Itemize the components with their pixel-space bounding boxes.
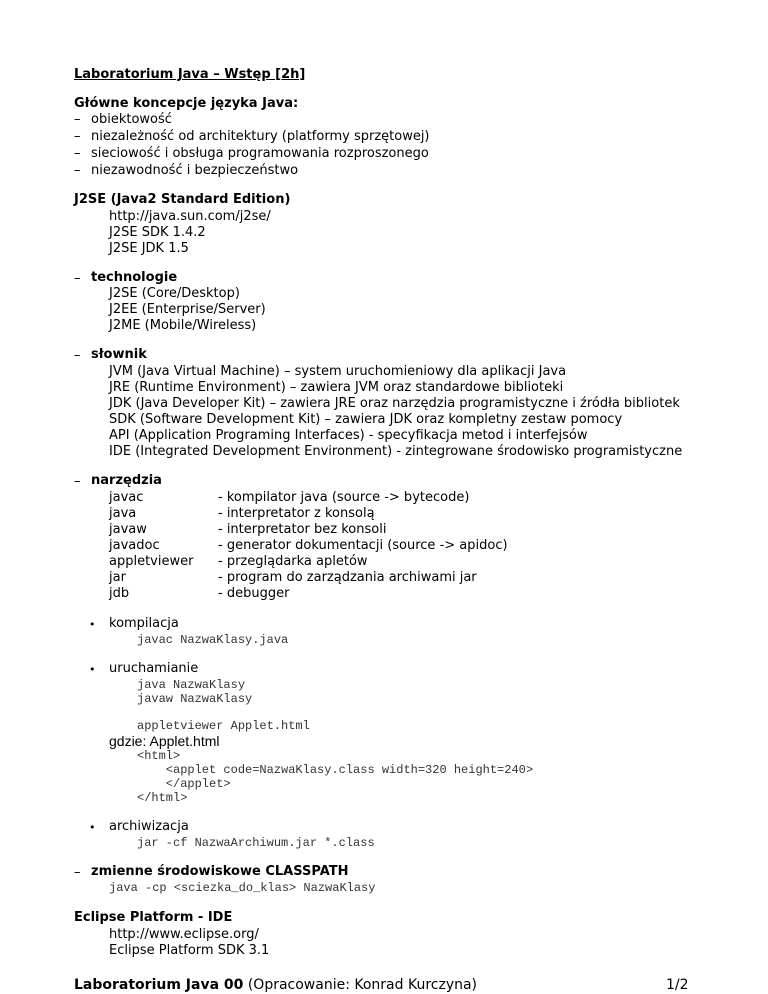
concepts-heading: Główne koncepcje języka Java: [74, 96, 299, 111]
concept-item: niezależność od architektury (platformy sprzętowej) [91, 129, 430, 144]
concept-item: sieciowość i obsługa programowania rozproszonego [91, 146, 429, 161]
uruchamianie-code: java NazwaKlasy [137, 678, 246, 692]
tool-name: jdb [109, 586, 130, 601]
j2se-line: J2SE SDK 1.4.2 [109, 225, 206, 240]
slownik-line: API (Application Programing Interfaces) - specyfikacja metod i interfejsów [109, 428, 588, 443]
kompilacja-code: javac NazwaKlasy.java [137, 633, 289, 647]
tool-name: java [109, 506, 137, 521]
tool-desc: - kompilator java (source -> bytecode) [218, 490, 470, 505]
eclipse-heading: Eclipse Platform - IDE [74, 910, 233, 925]
technologie-line: J2ME (Mobile/Wireless) [109, 318, 257, 333]
tool-name: jar [109, 570, 126, 585]
tool-desc: - interpretator bez konsoli [218, 522, 387, 537]
slownik-heading: słownik [91, 347, 147, 362]
page-title: Laboratorium Java – Wstęp [2h] [74, 67, 306, 82]
j2se-line: J2SE JDK 1.5 [109, 241, 189, 256]
tool-name: javadoc [109, 538, 160, 553]
tool-desc: - program do zarządzania archiwami jar [218, 570, 477, 585]
list-dash: – [74, 112, 81, 127]
slownik-line: SDK (Software Development Kit) – zawiera JDK oraz kompletny zestaw pomocy [109, 412, 623, 427]
gdzie-label: gdzie: Applet.html [109, 733, 220, 749]
uruchamianie-code: appletviewer Applet.html [137, 719, 310, 733]
list-dash: – [74, 271, 81, 286]
j2se-line: http://java.sun.com/j2se/ [109, 209, 271, 224]
technologie-line: J2EE (Enterprise/Server) [109, 302, 266, 317]
list-dash: – [74, 146, 81, 161]
bullet-icon: • [89, 821, 96, 834]
footer-title-bold: Laboratorium Java 00 [74, 977, 244, 993]
classpath-code: java -cp <sciezka_do_klas> NazwaKlasy [109, 881, 376, 895]
slownik-line: JRE (Runtime Environment) – zawiera JVM oraz standardowe biblioteki [109, 380, 564, 395]
concept-item: niezawodność i bezpieczeństwo [91, 163, 299, 178]
footer-title-rest: (Opracowanie: Konrad Kurczyna) [243, 977, 478, 993]
footer-title [74, 978, 477, 993]
tool-desc: - generator dokumentacji (source -> apidoc) [218, 538, 508, 553]
uruchamianie-label: uruchamianie [109, 661, 199, 676]
concept-item: obiektowość [91, 112, 172, 127]
html-code-line: </applet> [137, 777, 231, 791]
list-dash: – [74, 163, 81, 178]
page-number: 1/2 [666, 977, 689, 993]
slownik-line: IDE (Integrated Development Environment) - zintegrowane środowisko programistyczne [109, 444, 683, 459]
tool-name: javac [109, 490, 144, 505]
uruchamianie-code: javaw NazwaKlasy [137, 692, 253, 706]
tool-desc: - debugger [218, 586, 290, 601]
list-dash: – [74, 348, 81, 363]
list-dash: – [74, 129, 81, 144]
j2se-heading: J2SE (Java2 Standard Edition) [74, 192, 291, 207]
list-dash: – [74, 865, 81, 880]
html-code-line: <applet code=NazwaKlasy.class width=320 height=240> [137, 763, 534, 777]
bullet-icon: • [89, 618, 96, 631]
eclipse-line: Eclipse Platform SDK 3.1 [109, 943, 270, 958]
tool-name: appletviewer [109, 554, 194, 569]
bullet-icon: • [89, 663, 96, 676]
tool-desc: - przeglądarka apletów [218, 554, 368, 569]
list-dash: – [74, 474, 81, 489]
tool-desc: - interpretator z konsolą [218, 506, 375, 521]
tool-name: javaw [109, 522, 147, 537]
technologie-line: J2SE (Core/Desktop) [109, 286, 240, 301]
archiwizacja-label: archiwizacja [109, 819, 189, 834]
kompilacja-label: kompilacja [109, 616, 179, 631]
html-code-line: <html> [137, 749, 181, 763]
eclipse-line: http://www.eclipse.org/ [109, 927, 259, 942]
html-code-line: </html> [137, 791, 188, 805]
classpath-heading: zmienne środowiskowe CLASSPATH [91, 864, 349, 879]
slownik-line: JVM (Java Virtual Machine) – system uruchomieniowy dla aplikacji Java [109, 364, 567, 379]
archiwizacja-code: jar -cf NazwaArchiwum.jar *.class [137, 836, 375, 850]
slownik-line: JDK (Java Developer Kit) – zawiera JRE oraz narzędzia programistyczne i źródła bibliotek [109, 396, 680, 411]
technologie-heading: technologie [91, 270, 178, 285]
narzedzia-heading: narzędzia [91, 473, 162, 488]
